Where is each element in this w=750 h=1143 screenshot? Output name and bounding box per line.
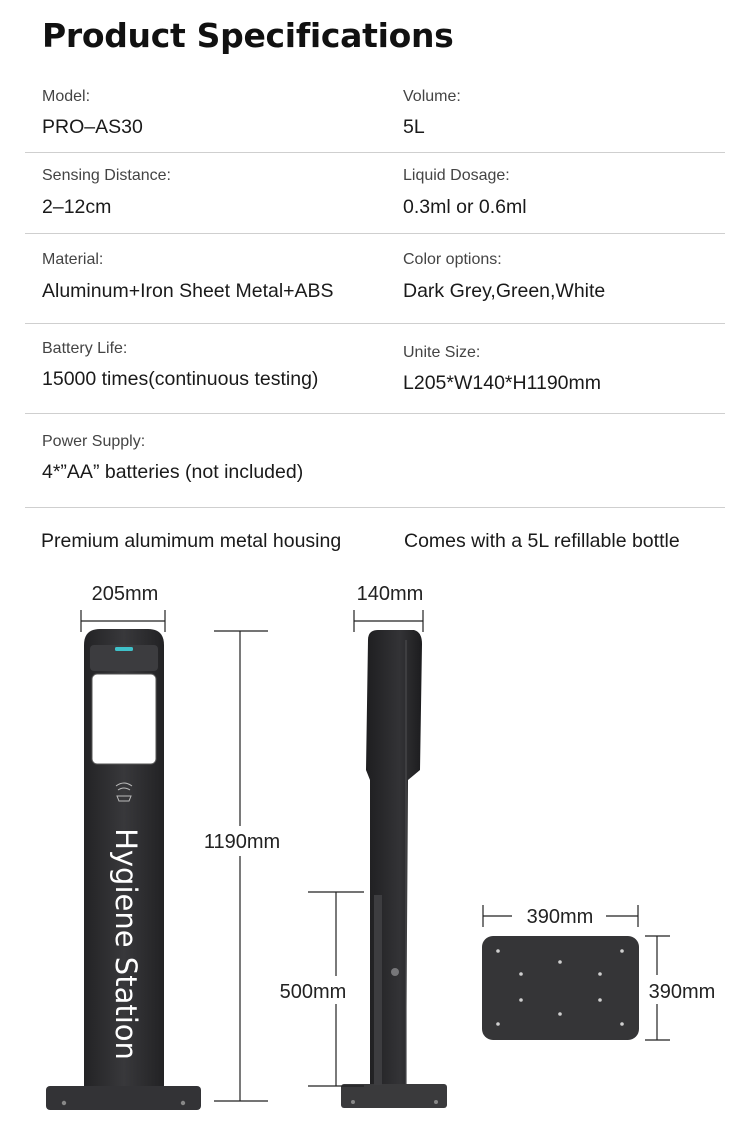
page-title: Product Specifications	[42, 16, 454, 55]
spec-value-color-options: Dark Grey,Green,White	[403, 280, 606, 302]
spec-label-volume: Volume:	[403, 88, 461, 105]
spec-value-model: PRO–AS30	[42, 116, 143, 138]
side-lock-icon	[391, 968, 399, 976]
spec-label-color-options: Color options:	[403, 251, 502, 268]
spec-label-power-supply: Power Supply:	[42, 433, 146, 450]
spec-label-model: Model:	[42, 88, 91, 105]
spec-label-liquid-dosage: Liquid Dosage:	[403, 167, 510, 184]
base-plate	[482, 936, 639, 1040]
caption-housing: Premium alumimum metal housing	[41, 530, 342, 552]
stand-height-dimension	[280, 892, 364, 1086]
front-base	[46, 1086, 201, 1110]
spec-label-sensing-distance: Sensing Distance:	[42, 167, 171, 184]
spec-value-volume: 5L	[403, 116, 425, 138]
spec-label-material: Material:	[42, 251, 104, 268]
base-plate-view	[482, 905, 715, 1040]
side-width-label: 140mm	[356, 583, 424, 605]
spec-value-liquid-dosage: 0.3ml or 0.6ml	[403, 196, 527, 218]
side-base	[341, 1084, 447, 1108]
spec-value-battery-life: 15000 times(continuous testing)	[42, 368, 319, 390]
base-width-label: 390mm	[526, 906, 594, 928]
product-name-text: Hygiene Station	[109, 828, 143, 1060]
spec-value-material: Aluminum+Iron Sheet Metal+ABS	[42, 280, 334, 302]
spec-label-battery-life: Battery Life:	[42, 340, 128, 357]
stand-height-label: 500mm	[279, 981, 347, 1003]
height-dimension	[204, 631, 280, 1101]
height-label: 1190mm	[203, 831, 281, 853]
base-depth-label: 390mm	[648, 981, 716, 1003]
spec-value-unite-size: L205*W140*H1190mm	[403, 372, 601, 394]
side-view	[341, 583, 447, 1108]
spec-value-power-supply: 4*”AA” batteries (not included)	[42, 461, 304, 483]
spec-value-sensing-distance: 2–12cm	[42, 196, 112, 218]
front-window	[92, 674, 156, 764]
front-view	[46, 583, 201, 1110]
spec-label-unite-size: Unite Size:	[403, 344, 481, 361]
sensor-light	[115, 647, 133, 651]
caption-bottle: Comes with a 5L refillable bottle	[404, 530, 680, 552]
front-width-label: 205mm	[91, 583, 159, 605]
